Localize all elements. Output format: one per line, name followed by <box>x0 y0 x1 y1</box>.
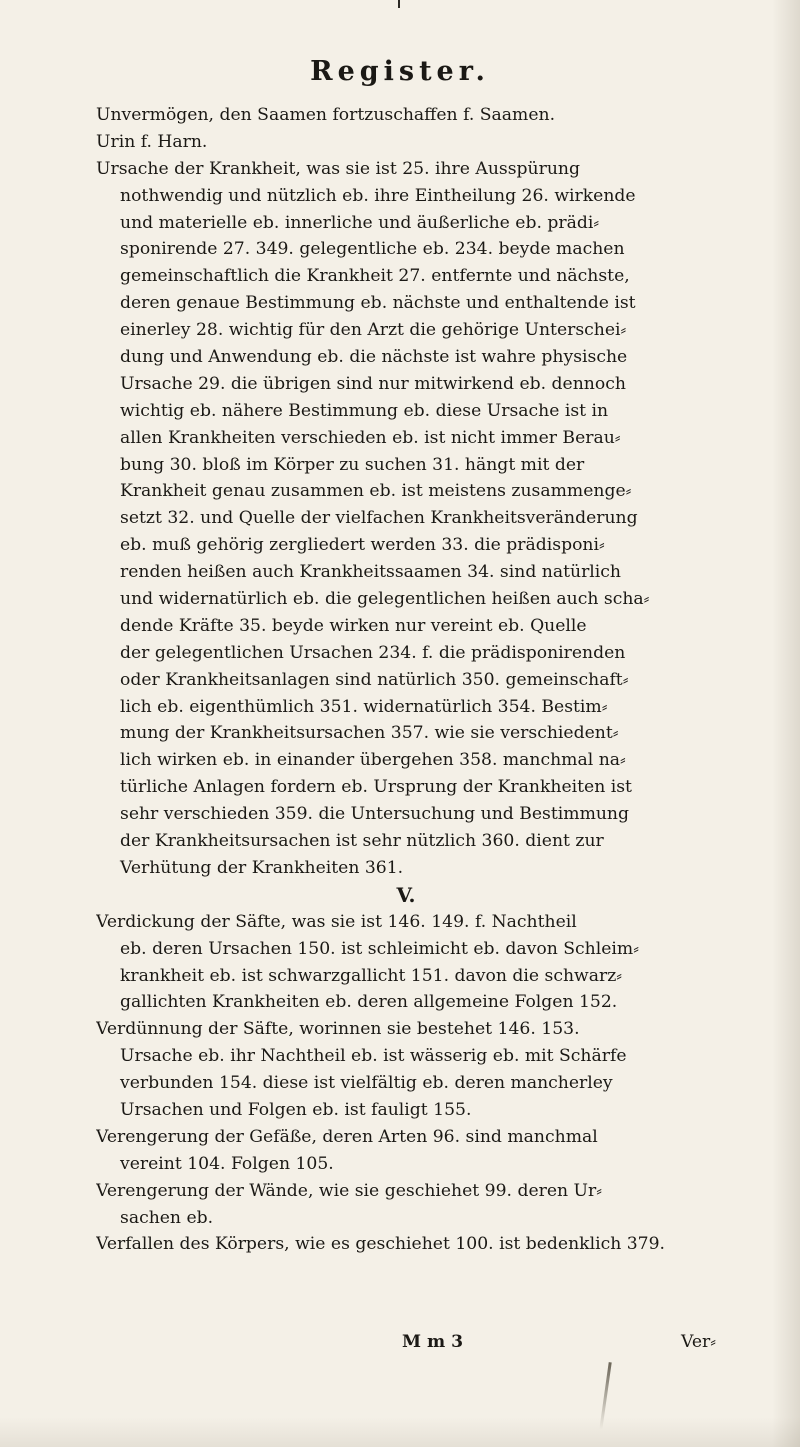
page-footer <box>96 1332 716 1360</box>
index-line: Ursache eb. ihr Nachtheil eb. ist wässerig eb. mit Schärfe <box>120 1046 627 1067</box>
index-line: gemeinschaftlich die Krankheit 27. entfernte und nächste, <box>120 266 630 287</box>
index-line: der gelegentlichen Ursachen 234. f. die prädisponirenden <box>120 642 626 663</box>
index-line: eb. deren Ursachen 150. ist schleimicht eb. davon Schleim⸗ <box>120 938 639 959</box>
index-line: mung der Krankheitsursachen 357. wie sie verschiedent⸗ <box>120 723 619 744</box>
index-line: dende Kräfte 35. beyde wirken nur vereint eb. Quelle <box>120 615 587 636</box>
index-line: sachen eb. <box>120 1207 214 1228</box>
index-line: Verengerung der Wände, wie sie geschiehet 99. deren Ur⸗ <box>96 1180 602 1201</box>
catchword: Ver⸗ <box>681 1332 716 1352</box>
index-line: vereint 104. Folgen 105. <box>120 1153 334 1174</box>
index-body <box>96 102 716 1258</box>
index-line: gallichten Krankheiten eb. deren allgemeine Folgen 152. <box>120 992 618 1013</box>
index-line: bung 30. bloß im Körper zu suchen 31. hängt mit der <box>120 454 585 475</box>
index-line: lich wirken eb. in einander übergehen 358. manchmal na⸗ <box>120 750 626 771</box>
index-line: wichtig eb. nähere Bestimmung eb. diese Ursache ist in <box>120 400 609 421</box>
index-line: und widernatürlich eb. die gelegentlichen heißen auch scha⸗ <box>120 589 650 610</box>
index-line: Verengerung der Gefäße, deren Arten 96. sind manchmal <box>96 1126 598 1147</box>
index-line: nothwendig und nützlich eb. ihre Eintheilung 26. wirkende <box>120 185 636 206</box>
page-bottom-shadow <box>0 1417 800 1447</box>
index-line: renden heißen auch Krankheitssaamen 34. sind natürlich <box>120 562 621 583</box>
index-line: Verdünnung der Säfte, worinnen sie bestehet 146. 153. <box>96 1019 580 1040</box>
index-line: türliche Anlagen fordern eb. Ursprung der Krankheiten ist <box>120 777 632 798</box>
index-line: setzt 32. und Quelle der vielfachen Krankheitsveränderung <box>120 508 638 529</box>
index-line: und materielle eb. innerliche und äußerliche eb. prädi⸗ <box>120 212 600 233</box>
index-line: deren genaue Bestimmung eb. nächste und enthaltende ist <box>120 293 636 314</box>
index-line: Ursache der Krankheit, was sie ist 25. ihre Ausspürung <box>96 158 580 179</box>
index-line: Verfallen des Körpers, wie es geschiehet 100. ist bedenklich 379. <box>96 1234 666 1255</box>
index-line: Unvermögen, den Saamen fortzuschaffen f. Saamen. <box>96 105 556 125</box>
page-mark-top <box>398 0 400 8</box>
signature-mark: M m 3 <box>402 1332 464 1352</box>
index-line: Verdickung der Säfte, was sie ist 146. 149. f. Nachtheil <box>96 911 577 932</box>
index-line: allen Krankheiten verschieden eb. ist nicht immer Berau⸗ <box>120 427 621 448</box>
index-line: oder Krankheitsanlagen sind natürlich 350. gemeinschaft⸗ <box>120 669 629 690</box>
index-line: krankheit eb. ist schwarzgallicht 151. davon die schwarz⸗ <box>120 965 622 986</box>
index-line: verbunden 154. diese ist vielfältig eb. deren mancherley <box>120 1073 613 1094</box>
running-header: Register. <box>310 56 490 87</box>
index-line: Ursache 29. die übrigen sind nur mitwirkend eb. dennoch <box>120 373 626 394</box>
page-edge-shadow <box>772 0 800 1447</box>
index-line: eb. muß gehörig zergliedert werden 33. die prädisponi⸗ <box>120 535 605 556</box>
index-line: Ursachen und Folgen eb. ist fauligt 155. <box>120 1099 472 1120</box>
index-line: Urin f. Harn. <box>96 131 208 152</box>
index-line: Verhütung der Krankheiten 361. <box>120 857 404 878</box>
index-line: Krankheit genau zusammen eb. ist meistens zusammenge⸗ <box>120 481 632 502</box>
index-line: sehr verschieden 359. die Untersuchung und Bestimmung <box>120 804 630 825</box>
index-line: lich eb. eigenthümlich 351. widernatürlich 354. Bestim⸗ <box>120 696 608 717</box>
index-line: einerley 28. wichtig für den Arzt die gehörige Unterschei⸗ <box>120 320 627 341</box>
index-line: sponirende 27. 349. gelegentliche eb. 234. beyde machen <box>120 239 625 260</box>
index-line: der Krankheitsursachen ist sehr nützlich 360. dient zur <box>120 831 604 852</box>
index-line: dung und Anwendung eb. die nächste ist wahre physische <box>120 347 628 368</box>
section-letter: V. <box>396 882 416 907</box>
